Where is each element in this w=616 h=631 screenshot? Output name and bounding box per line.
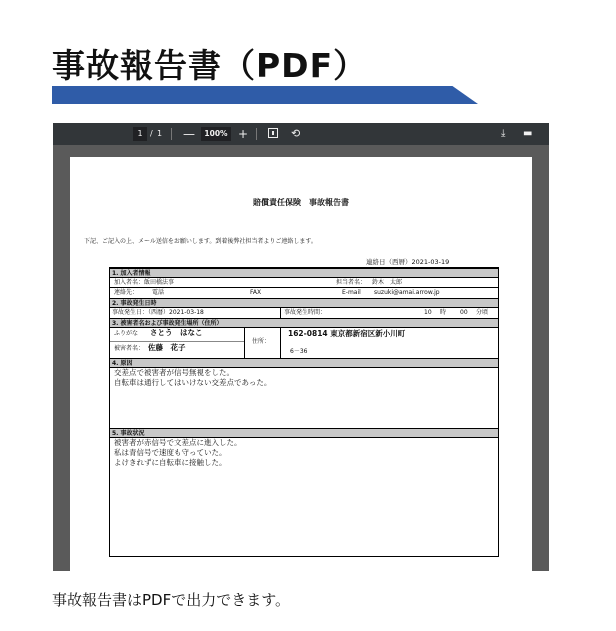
- toolbar-divider: [171, 128, 172, 140]
- pdf-viewer: [53, 123, 549, 571]
- download-icon[interactable]: ⤓: [501, 128, 506, 139]
- situation-line: 被害者が赤信号で文差点に進入した。: [114, 438, 242, 447]
- page-number-input[interactable]: 1: [133, 127, 147, 141]
- document-intro: 下記、ご記入の上、メール送信をお願いします。到着後弊社担当者よりご連絡します。: [84, 238, 317, 245]
- row-divider: [110, 341, 244, 342]
- rotate-icon[interactable]: ⟲: [291, 127, 301, 140]
- member-label: 加入者名：: [114, 279, 145, 286]
- address-line1: 162-0814 東京都新宿区新小川町: [288, 329, 406, 338]
- pdf-toolbar: [53, 123, 549, 145]
- row-divider: [110, 287, 498, 288]
- situation-line: よけきれずに自転車に接触した。: [114, 458, 227, 467]
- pdf-page: [70, 157, 532, 571]
- section-header: 3. 被害者名および事故発生場所（住所）: [110, 318, 498, 328]
- address-label: 住所：: [252, 338, 271, 345]
- contact-label: 連絡先：: [114, 289, 139, 296]
- situation-line: 私は青信号で速度も守っていた。: [114, 448, 227, 457]
- cause-line: 自転車は通行してはいけない交差点であった。: [114, 378, 272, 387]
- time-label: 事故発生時間：: [284, 309, 327, 316]
- email-label: E-mail: [342, 289, 361, 296]
- contact-date: 連絡日（西暦）2021-03-19: [366, 258, 450, 266]
- cell-divider: [280, 328, 281, 358]
- furigana-value: さとう はなこ: [150, 328, 203, 337]
- page-separator: /: [150, 129, 153, 138]
- minute-unit: 分頃: [476, 309, 489, 316]
- furigana-label: ふりがな: [114, 330, 139, 337]
- document-title: 賠償責任保険 事故報告書: [253, 198, 349, 207]
- section-header: 5. 事故状況: [110, 428, 498, 438]
- cell-divider: [244, 328, 245, 358]
- time-minute: 00: [460, 309, 468, 316]
- hour-unit: 時: [440, 309, 447, 316]
- staff-value: 鈴木 太郎: [372, 279, 403, 286]
- caption-text: 事故報告書はPDFで出力できます。: [52, 591, 291, 609]
- time-hour: 10: [424, 309, 432, 316]
- zoom-in-button[interactable]: +: [238, 127, 249, 141]
- fax-label: FAX: [250, 289, 262, 296]
- victim-label: 被害者名：: [114, 345, 145, 352]
- section-header: 4. 原因: [110, 358, 498, 368]
- page-heading: 事故報告書（PDF）: [52, 46, 368, 85]
- fit-page-icon[interactable]: [268, 128, 278, 138]
- zoom-level-input[interactable]: 100%: [201, 127, 231, 141]
- tel-label: 電話: [152, 289, 165, 296]
- email-value: suzuki@amai.arrow.jp: [374, 289, 440, 296]
- print-icon[interactable]: ▬: [523, 128, 533, 139]
- section-header: 2. 事故発生日時: [110, 298, 498, 308]
- heading-accent-bar: [52, 86, 478, 104]
- victim-value: 佐藤 花子: [148, 343, 186, 352]
- cell-divider: [280, 308, 281, 318]
- page-total: 1: [157, 129, 163, 138]
- date-label: 事故発生日：（西暦）2021-03-18: [112, 309, 204, 316]
- section-header: 1. 加入者情報: [110, 268, 498, 278]
- address-line2: 6－36: [290, 348, 308, 355]
- toolbar-divider: [256, 128, 257, 140]
- staff-label: 担当者名：: [336, 279, 367, 286]
- cause-line: 交差点で被害者が信号無視をした。: [114, 368, 234, 377]
- member-value: 飯田橋法事: [144, 279, 175, 286]
- zoom-out-button[interactable]: —: [183, 127, 195, 141]
- report-form: [109, 267, 499, 557]
